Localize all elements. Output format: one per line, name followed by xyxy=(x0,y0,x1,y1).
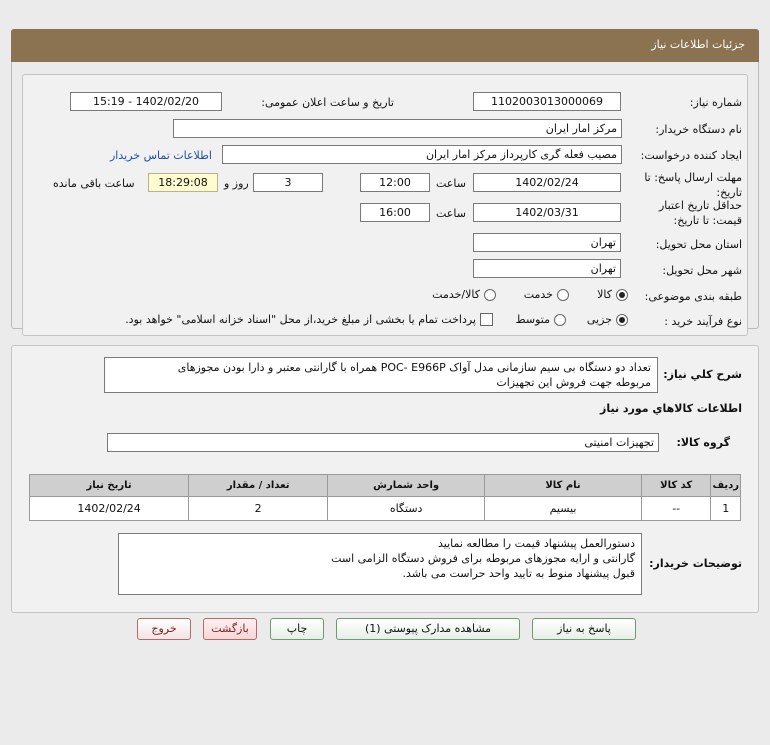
col-unit: واحد شمارش xyxy=(328,475,485,497)
back-button[interactable]: بازگشت xyxy=(203,618,257,640)
deadline-date-field: 1402/02/24 xyxy=(473,173,621,192)
deadline-time-label: ساعت xyxy=(436,177,466,190)
goods-group-label: گروه کالا: xyxy=(676,436,730,449)
buyer-notes-box xyxy=(118,533,642,595)
radio-selected-icon[interactable] xyxy=(616,314,628,326)
days-remaining-field: 3 xyxy=(253,173,323,192)
summary-line-1: تعداد دو دستگاه بی سیم سازمانی مدل آواک POC- E966P همراه با گارانتی معتبر و دارا بودن مجوزهای xyxy=(177,361,651,374)
need-number-field: 1102003013000069 xyxy=(473,92,621,111)
announce-label: تاریخ و ساعت اعلان عمومی: xyxy=(261,96,394,109)
province-label: استان محل تحویل: xyxy=(655,238,742,251)
page-title: جزئیات اطلاعات نیاز xyxy=(651,38,745,51)
deadline-label: مهلت ارسال پاسخ: تا تاریخ: xyxy=(644,171,742,199)
validity-time-label: ساعت xyxy=(436,207,466,220)
category-option-service[interactable]: خدمت xyxy=(524,288,569,301)
goods-info-title: اطلاعات كالاهاي مورد نياز xyxy=(600,402,742,415)
buyer-note-line: گارانتی و ارایه مجوزهای مربوطه برای فروش دستگاه الزامی است xyxy=(331,552,635,565)
exit-button[interactable]: خروج xyxy=(137,618,191,640)
process-option-minor[interactable]: جزیی xyxy=(587,313,628,326)
remaining-time-field: 18:29:08 xyxy=(148,173,218,192)
cell-item-name: بیسیم xyxy=(485,497,642,521)
buyer-note-line: قبول پیشنهاد منوط به تایید واحد حراست می باشد. xyxy=(402,567,635,580)
col-need-date: تاریخ نیاز xyxy=(30,475,189,497)
validity-date-field: 1402/03/31 xyxy=(473,203,621,222)
radio-icon[interactable] xyxy=(554,314,566,326)
province-field: تهران xyxy=(473,233,621,252)
radio-icon[interactable] xyxy=(484,289,496,301)
cell-need-date: 1402/02/24 xyxy=(30,497,189,521)
category-option-goods[interactable]: کالا xyxy=(597,288,628,301)
table-header-row xyxy=(30,475,741,497)
summary-line-2: مربوطه جهت فروش این تجهیزات xyxy=(496,376,651,389)
page-header xyxy=(11,29,759,62)
requester-field: مصیب فعله گری کارپرداز مرکز امار ایران xyxy=(222,145,622,164)
buyer-note-line: دستورالعمل پیشنهاد قیمت را مطالعه نمایید xyxy=(437,537,635,550)
announce-field: 1402/02/20 - 15:19 xyxy=(70,92,222,111)
radio-selected-icon[interactable] xyxy=(616,289,628,301)
category-option-goods-service[interactable]: کالا/خدمت xyxy=(432,288,496,301)
goods-table xyxy=(29,474,741,521)
process-label: نوع فرآیند خرید : xyxy=(664,315,742,328)
checkbox-icon[interactable] xyxy=(480,313,493,326)
city-label: شهر محل تحویل: xyxy=(662,264,742,277)
deadline-time-field: 12:00 xyxy=(360,173,430,192)
need-number-label: شماره نیاز: xyxy=(689,96,742,109)
goods-group-field: تجهیزات امنیتی xyxy=(107,433,659,452)
table-row xyxy=(30,497,741,521)
days-label: روز و xyxy=(224,177,249,190)
process-option-medium[interactable]: متوسط xyxy=(515,313,566,326)
col-row-number: ردیف xyxy=(711,475,741,497)
city-field: تهران xyxy=(473,259,621,278)
buyer-contact-link[interactable]: اطلاعات تماس خریدار xyxy=(110,149,212,162)
col-item-code: کد کالا xyxy=(641,475,711,497)
cell-item-code: -- xyxy=(641,497,711,521)
treasury-payment-checkbox[interactable]: پرداخت تمام یا بخشی از مبلغ خرید،از محل "اسناد خزانه اسلامی" خواهد بود. xyxy=(125,313,493,326)
col-item-name: نام کالا xyxy=(485,475,642,497)
summary-label: شرح كلي نياز: xyxy=(663,368,742,381)
cell-row-number: 1 xyxy=(711,497,741,521)
validity-time-field: 16:00 xyxy=(360,203,430,222)
cell-quantity: 2 xyxy=(189,497,328,521)
col-quantity: تعداد / مقدار xyxy=(189,475,328,497)
buyer-org-label: نام دستگاه خریدار: xyxy=(655,123,742,136)
category-label: طبقه بندی موضوعی: xyxy=(644,290,742,303)
cell-unit: دستگاه xyxy=(328,497,485,521)
print-button[interactable]: چاپ xyxy=(270,618,324,640)
attachments-button[interactable]: مشاهده مدارک پیوستی (1) xyxy=(336,618,520,640)
summary-box xyxy=(104,357,658,393)
buyer-notes-label: توضیحات خریدار: xyxy=(649,557,742,570)
radio-icon[interactable] xyxy=(557,289,569,301)
buyer-org-field: مرکز امار ایران xyxy=(173,119,622,138)
validity-label: حداقل تاریخ اعتبار قیمت: تا تاریخ: xyxy=(658,199,742,227)
reply-button[interactable]: پاسخ به نیاز xyxy=(532,618,636,640)
remaining-time-label: ساعت باقی مانده xyxy=(53,177,135,190)
requester-label: ایجاد کننده درخواست: xyxy=(640,149,742,162)
